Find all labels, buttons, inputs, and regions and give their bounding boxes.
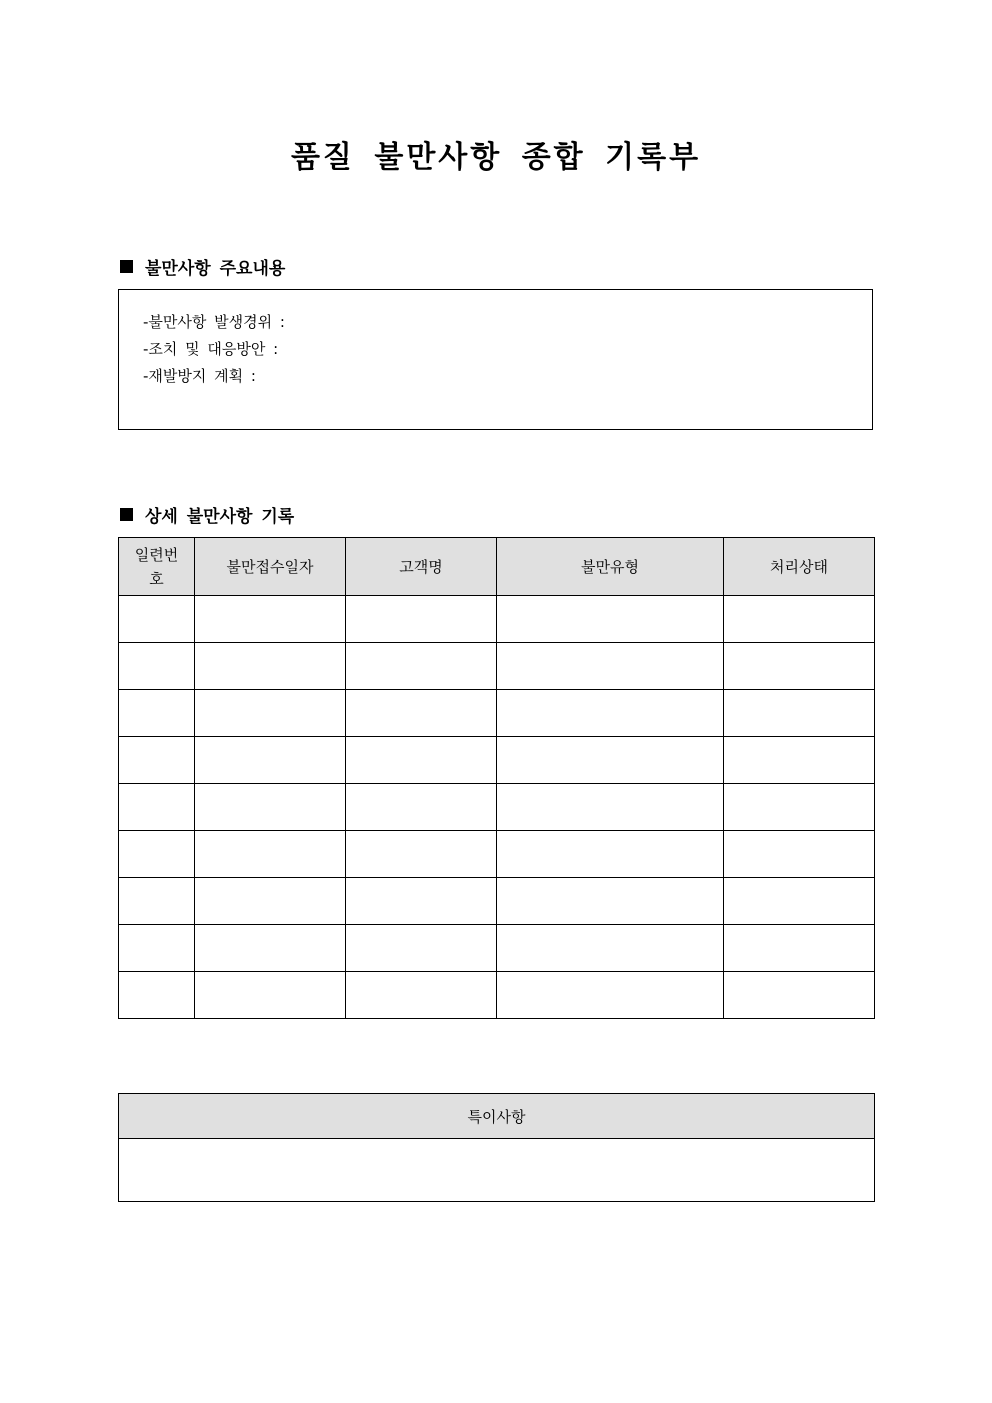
complaint-type-cell[interactable] <box>497 972 724 1019</box>
header-processing-status: 처리상태 <box>724 538 875 596</box>
serial-number-cell[interactable] <box>119 737 195 784</box>
table-header-row <box>119 538 875 596</box>
header-customer-name: 고객명 <box>346 538 497 596</box>
table-row <box>119 831 875 878</box>
receipt-date-cell[interactable] <box>195 737 346 784</box>
serial-number-cell[interactable] <box>119 925 195 972</box>
receipt-date-cell[interactable] <box>195 972 346 1019</box>
receipt-date-cell[interactable] <box>195 925 346 972</box>
complaint-type-cell[interactable] <box>497 925 724 972</box>
receipt-date-cell[interactable] <box>195 596 346 643</box>
complaint-type-cell[interactable] <box>497 784 724 831</box>
complaint-detail-table <box>118 537 875 1019</box>
remarks-content-cell[interactable] <box>119 1139 875 1202</box>
processing-status-cell[interactable] <box>724 596 875 643</box>
processing-status-cell[interactable] <box>724 784 875 831</box>
processing-status-cell[interactable] <box>724 878 875 925</box>
header-serial-number: 일련번호 <box>119 538 195 596</box>
serial-number-cell[interactable] <box>119 784 195 831</box>
table-row <box>119 878 875 925</box>
customer-name-cell[interactable] <box>346 784 497 831</box>
serial-number-cell[interactable] <box>119 878 195 925</box>
processing-status-cell[interactable] <box>724 972 875 1019</box>
square-bullet-icon <box>120 508 133 521</box>
summary-section-heading <box>118 254 285 279</box>
serial-number-cell[interactable] <box>119 596 195 643</box>
complaint-type-cell[interactable] <box>497 878 724 925</box>
complaint-type-cell[interactable] <box>497 596 724 643</box>
summary-line-action: -조치 및 대응방안 : <box>143 340 279 358</box>
detail-section-heading <box>118 502 294 527</box>
receipt-date-cell[interactable] <box>195 878 346 925</box>
remarks-table <box>118 1093 875 1202</box>
complaint-type-cell[interactable] <box>497 643 724 690</box>
table-row <box>119 784 875 831</box>
processing-status-cell[interactable] <box>724 643 875 690</box>
serial-number-cell[interactable] <box>119 972 195 1019</box>
customer-name-cell[interactable] <box>346 878 497 925</box>
table-row <box>119 972 875 1019</box>
customer-name-cell[interactable] <box>346 596 497 643</box>
customer-name-cell[interactable] <box>346 690 497 737</box>
processing-status-cell[interactable] <box>724 690 875 737</box>
serial-number-cell[interactable] <box>119 643 195 690</box>
summary-box[interactable] <box>118 289 873 430</box>
receipt-date-cell[interactable] <box>195 690 346 737</box>
header-complaint-type: 불만유형 <box>497 538 724 596</box>
complaint-type-cell[interactable] <box>497 737 724 784</box>
remarks-header: 특이사항 <box>119 1094 875 1139</box>
table-row <box>119 737 875 784</box>
customer-name-cell[interactable] <box>346 643 497 690</box>
complaint-type-cell[interactable] <box>497 831 724 878</box>
table-row <box>119 643 875 690</box>
processing-status-cell[interactable] <box>724 925 875 972</box>
header-receipt-date: 불만접수일자 <box>195 538 346 596</box>
table-row <box>119 925 875 972</box>
customer-name-cell[interactable] <box>346 925 497 972</box>
detail-heading-text: 상세 불만사항 기록 <box>145 507 295 527</box>
summary-heading-text: 불만사항 주요내용 <box>145 259 286 279</box>
square-bullet-icon <box>120 260 133 273</box>
serial-number-cell[interactable] <box>119 831 195 878</box>
complaint-type-cell[interactable] <box>497 690 724 737</box>
receipt-date-cell[interactable] <box>195 643 346 690</box>
summary-line-occurrence: -불만사항 발생경위 : <box>143 313 285 331</box>
processing-status-cell[interactable] <box>724 831 875 878</box>
summary-line-prevention: -재발방지 계획 : <box>143 367 256 385</box>
receipt-date-cell[interactable] <box>195 784 346 831</box>
customer-name-cell[interactable] <box>346 972 497 1019</box>
table-row <box>119 690 875 737</box>
customer-name-cell[interactable] <box>346 737 497 784</box>
receipt-date-cell[interactable] <box>195 831 346 878</box>
processing-status-cell[interactable] <box>724 737 875 784</box>
serial-number-cell[interactable] <box>119 690 195 737</box>
table-row <box>119 596 875 643</box>
document-title: 품질 불만사항 종합 기록부 <box>290 140 702 175</box>
customer-name-cell[interactable] <box>346 831 497 878</box>
